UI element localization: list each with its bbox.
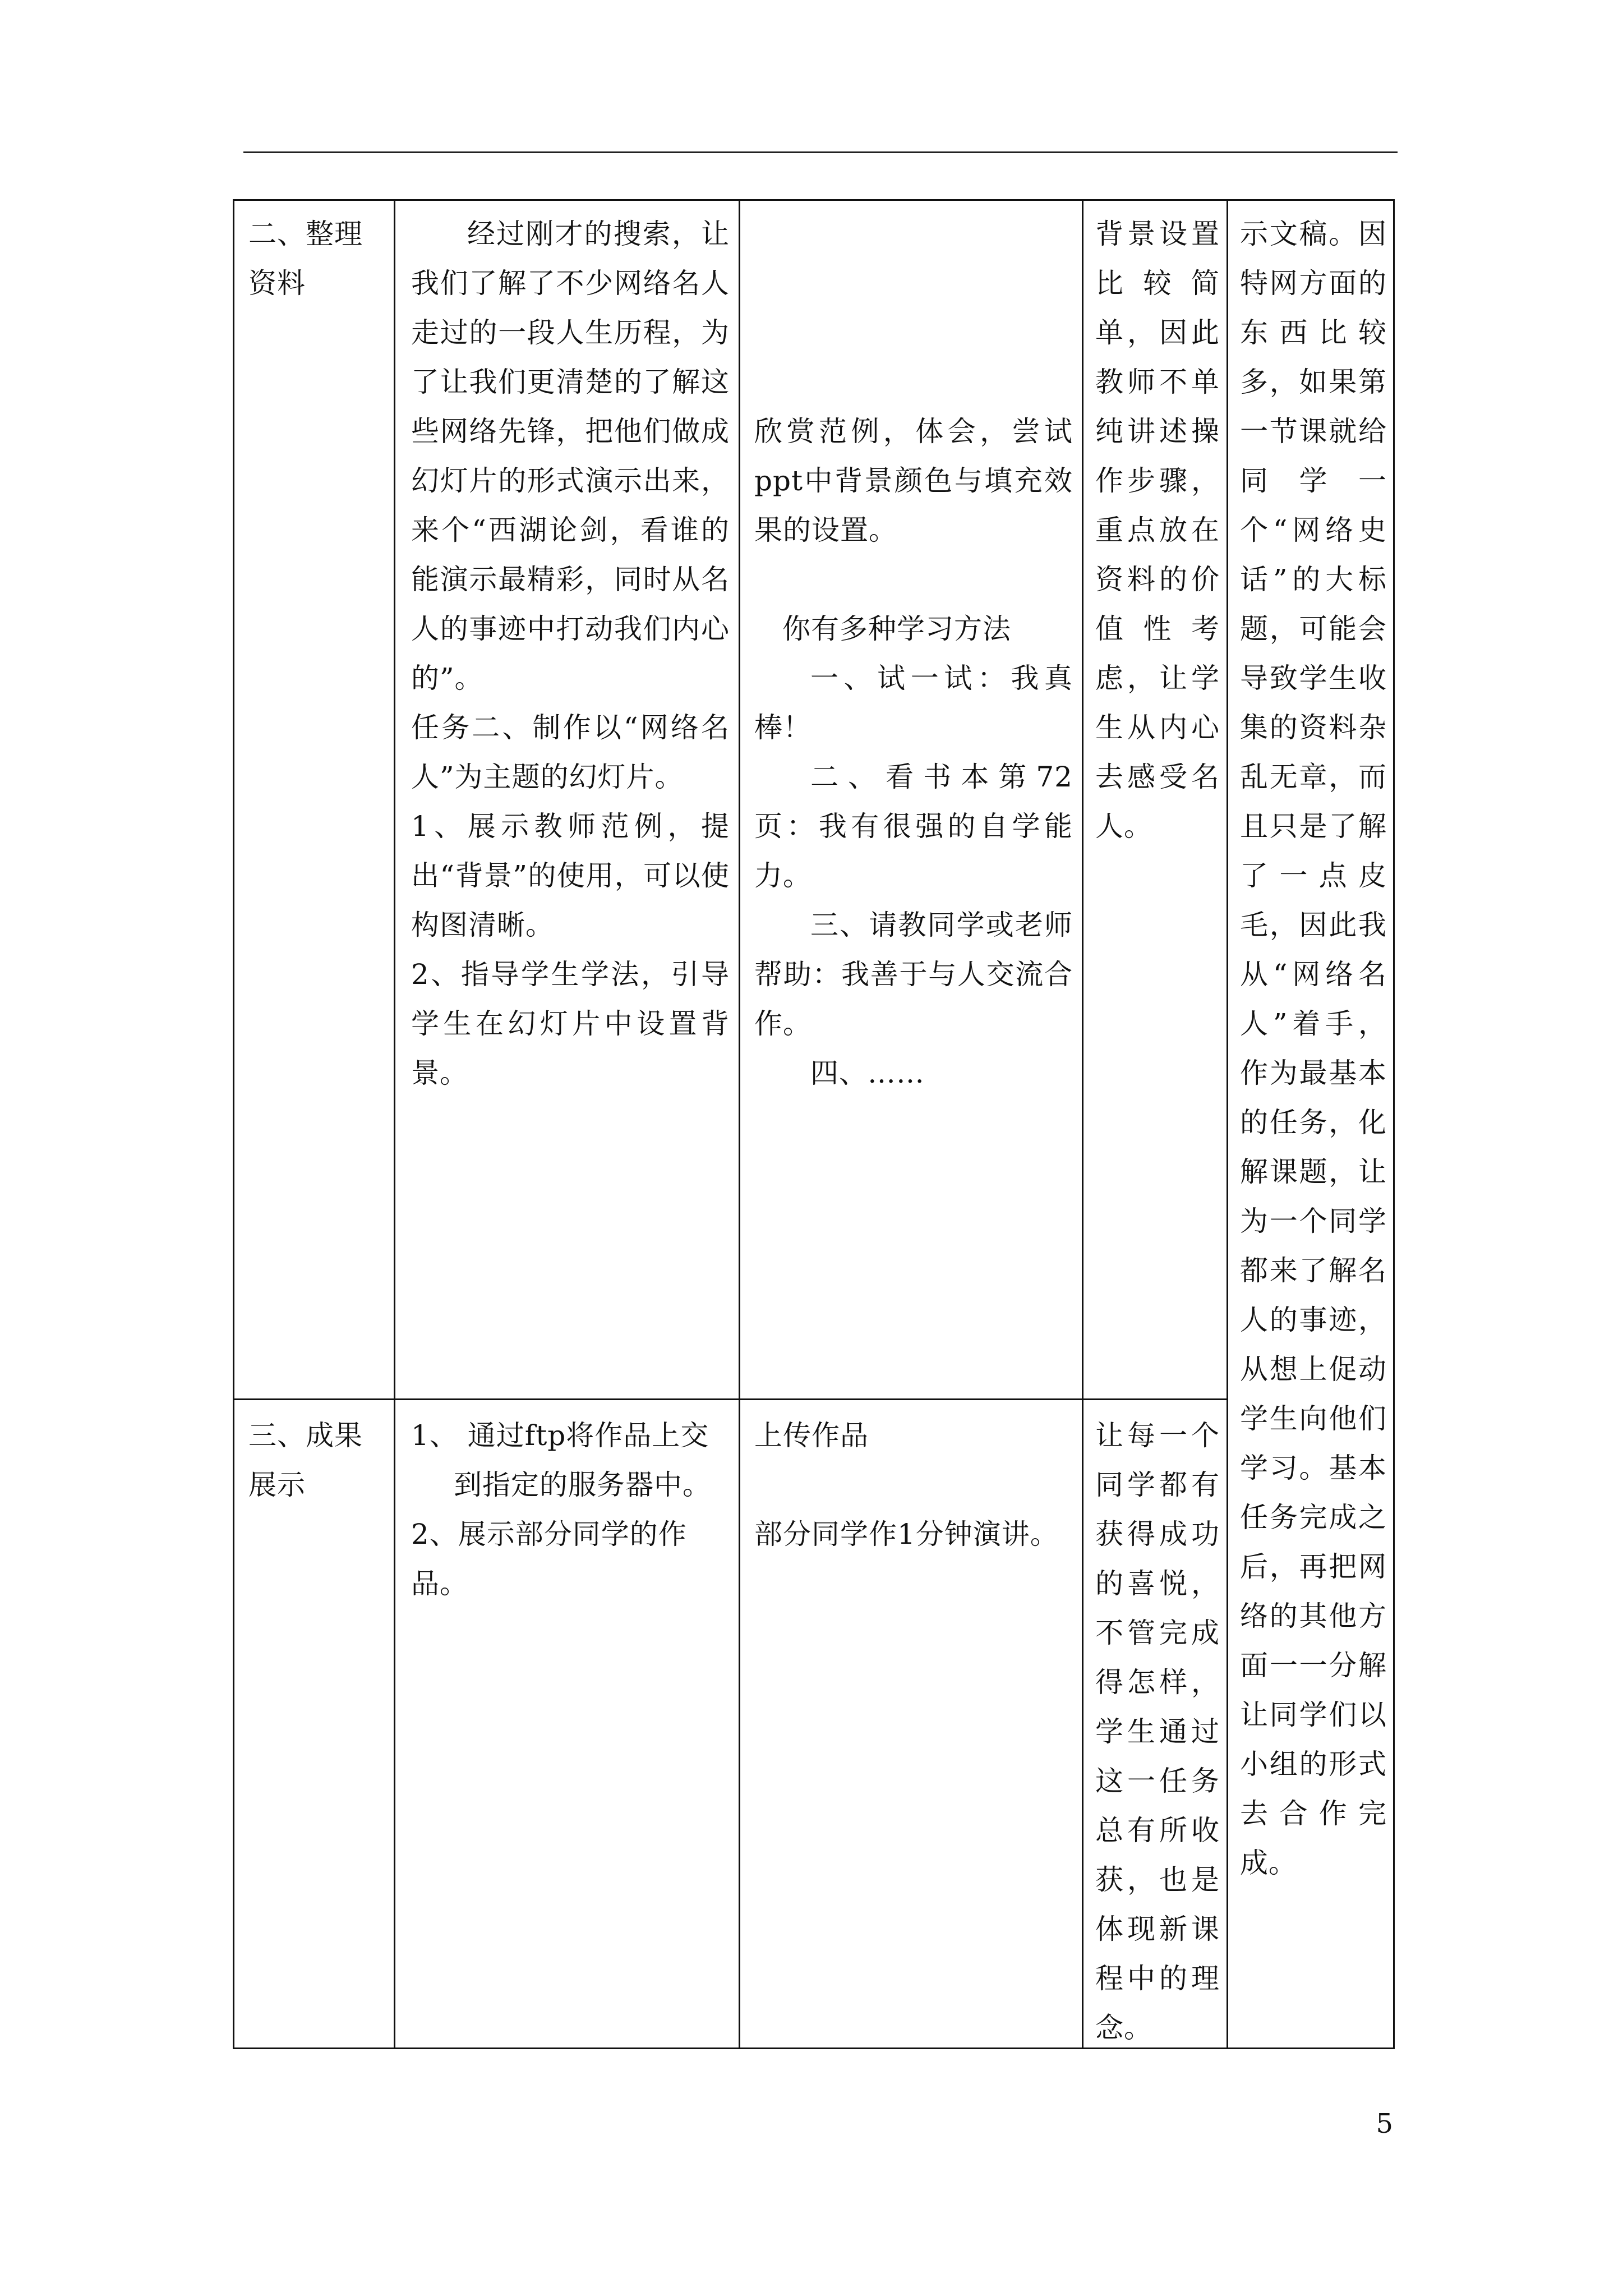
header-rule: [243, 151, 1398, 153]
row1-intent: 背景设置比较简单，因此教师不单纯讲述操作步骤，重点放在资料的价值性考虑，让学生从内心去感受名人。: [1095, 218, 1220, 843]
column-divider-4: [1227, 199, 1228, 2049]
row1-method-1: 一、试一试：我真棒！: [754, 662, 1073, 744]
reflection-text: 示文稿。因特网方面的东西比较多，如果第一节课就给同学一个“网络史话”的大标题，可能会导致学生收集的资料杂乱无章，而且只是了解了一点皮毛，因此我从“网络名人”着手，作为最基本的任务，化解课题，让为一个同学都来了解名人的事迹，从想上促动学生向他们学习。基本任务完成之后，再把网络的其他方面一一分解让同学们以小组的形式去合作完成。: [1240, 218, 1387, 1879]
row1-student-intro: 欣赏范例，体会，尝试ppt中背景颜色与填充效果的设置。: [754, 415, 1073, 546]
spacer: [754, 1460, 1073, 1510]
table-border-bottom: [233, 2047, 1395, 2049]
row2-intent-cell: [1095, 1411, 1220, 2053]
row1-method-4: 四、……: [810, 1057, 925, 1089]
row1-stage-cell: [248, 209, 386, 308]
row2-intent: 让每一个同学都有获得成功的喜悦，不管完成得怎样，学生通过这一任务总有所收获，也是体现新课程中的理念。: [1095, 1419, 1220, 2044]
lesson-table: [233, 199, 1395, 2049]
table-border-top: [233, 199, 1395, 201]
row2-upload: 上传作品: [754, 1419, 869, 1452]
row2-step-2: 2、展示部分同学的作品。: [411, 1518, 687, 1600]
row2-stage: 三、成果展示: [248, 1419, 363, 1501]
row1-teacher-cell: [411, 209, 730, 1098]
row2-teacher-cell: [411, 1411, 730, 1608]
row2-stage-cell: [248, 1411, 386, 1510]
table-border-right: [1393, 199, 1395, 2049]
row1-method-2: 二、看书本第72页：我有很强的自学能力。: [754, 761, 1073, 892]
reflection-cell: [1240, 209, 1387, 1888]
page-number: 5: [1376, 2108, 1393, 2139]
row2-speech: 部分同学作1分钟演讲。: [754, 1518, 1059, 1550]
row1-intent-cell: [1095, 209, 1220, 851]
row1-teacher-paragraph: 经过刚才的搜索，让我们了解了不少网络名人走过的一段人生历程，为了让我们更清楚的了解这些网络先锋，把他们做成幻灯片的形式演示出来，来个“西湖论剑，看谁的能演示最精彩，同时从名人的事迹中打动我们内心的”。: [411, 218, 730, 694]
row2-student-cell: [754, 1411, 1073, 1559]
table-border-left: [233, 199, 234, 2049]
row1-step-2: 2、指导学生学法，引导学生在幻灯片中设置背景。: [411, 958, 730, 1089]
column-divider-1: [394, 199, 395, 2049]
row1-task-title: 任务二、制作以“网络名人”为主题的幻灯片。: [411, 711, 730, 793]
row2-step-1: 1、 通过ftp将作品上交到指定的服务器中。: [411, 1419, 711, 1501]
row1-stage: 二、整理资料: [248, 218, 363, 300]
column-divider-3: [1082, 199, 1083, 2049]
column-divider-2: [739, 199, 740, 2049]
row1-student-cell: [754, 407, 1073, 1098]
row1-step-1: 1、展示教师范例，提出“背景”的使用，可以使构图清晰。: [411, 810, 730, 941]
row1-method-3: 三、请教同学或老师帮助：我善于与人交流合作。: [754, 909, 1073, 1040]
row-divider: [233, 1398, 1228, 1400]
spacer: [754, 555, 1073, 604]
row1-methods-title: 你有多种学习方法: [782, 613, 1011, 645]
